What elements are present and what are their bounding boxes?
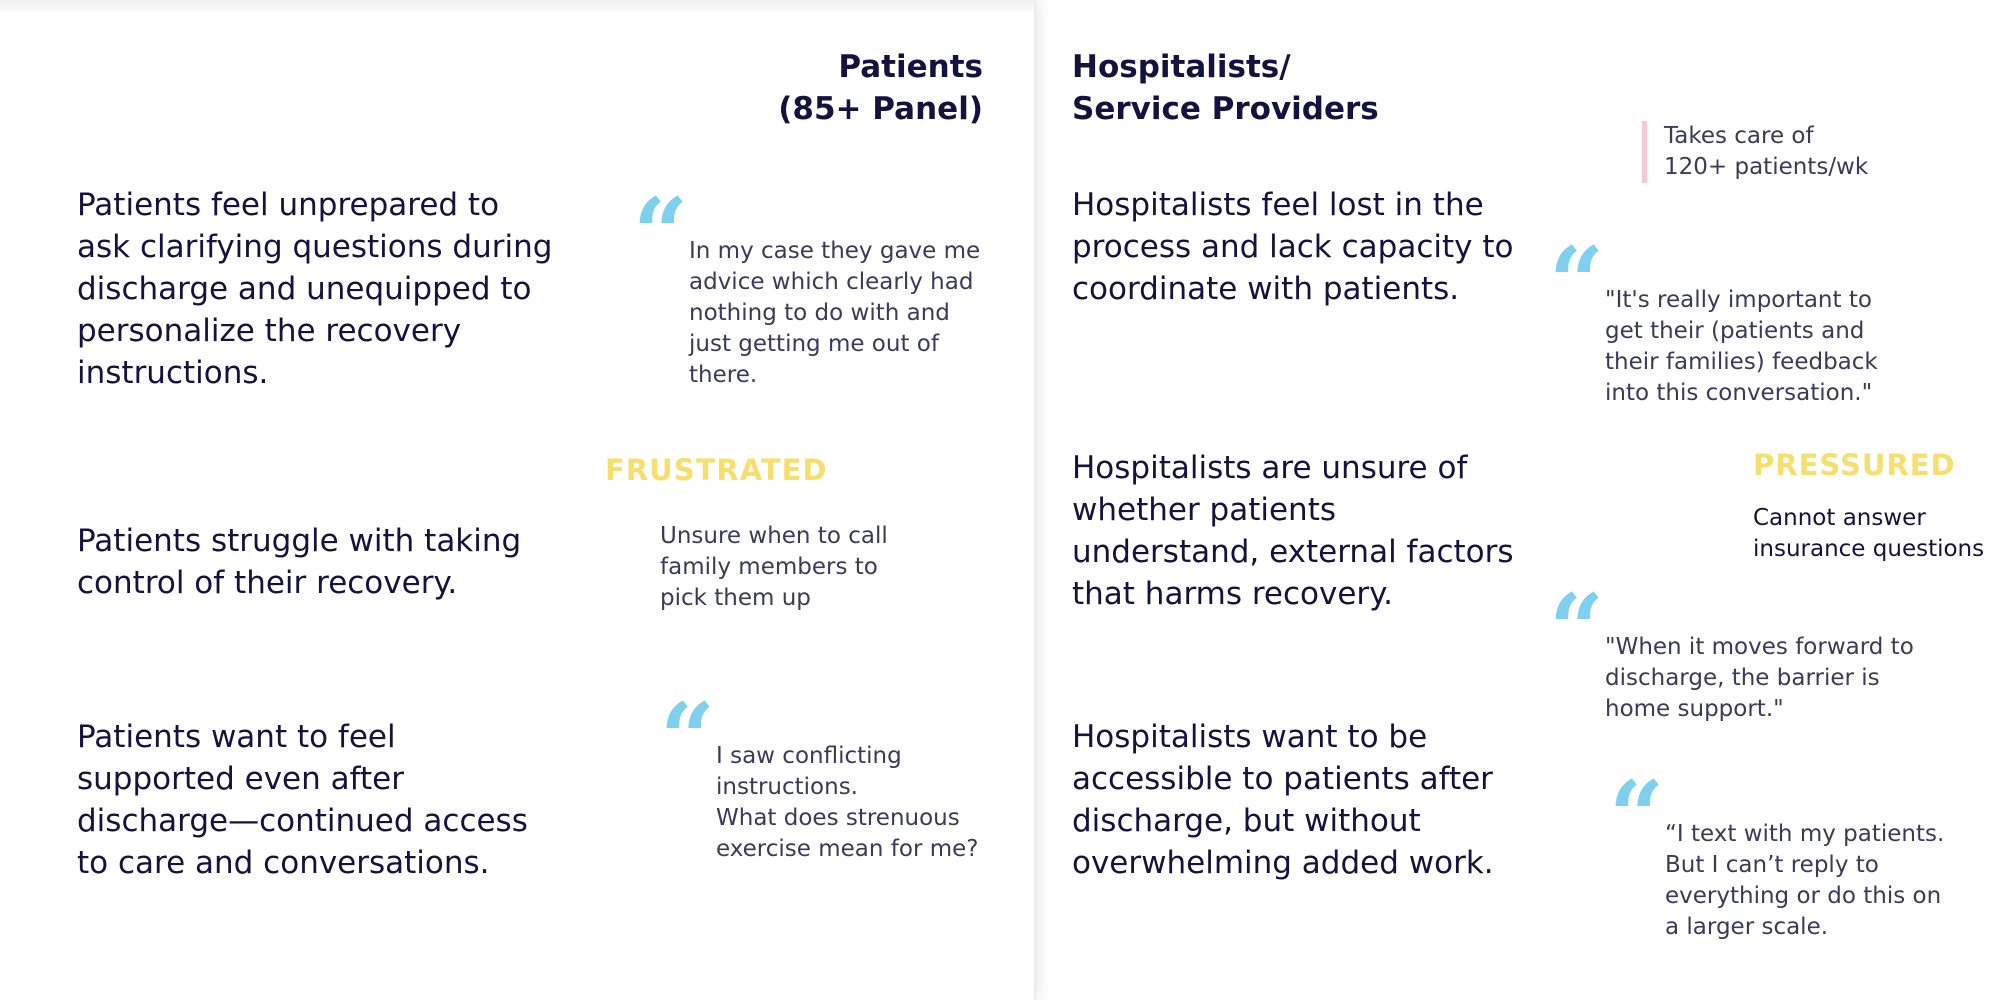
hospitalists-emotion-label: PRESSURED	[1753, 448, 1956, 482]
hospitalists-panel	[1036, 0, 2000, 1000]
hospitalists-header-line1: Hospitalists/	[1072, 49, 1291, 85]
patient-quote-1: In my case they gave me advice which clearly had nothing to do with and just getting me out of there.	[689, 238, 981, 388]
patient-finding-3: Patients want to feel supported even after discharge—continued access to care and conversations.	[77, 719, 528, 881]
patients-header-line1: Patients	[838, 49, 983, 85]
open-quote-icon: “	[1609, 760, 1665, 873]
hospitalists-stat: Takes care of 120+ patients/wk	[1642, 121, 1882, 183]
hospitalist-finding-1: Hospitalists feel lost in the process and lack capacity to coordinate with patients.	[1072, 187, 1514, 307]
open-quote-icon: “	[1549, 226, 1605, 339]
patient-finding-1: Patients feel unprepared to ask clarifying questions during discharge and unequipped to personalize the recovery instructions.	[77, 187, 553, 391]
open-quote-icon: “	[633, 177, 689, 290]
patients-header	[683, 46, 983, 130]
patients-header-line2: (85+ Panel)	[778, 91, 983, 127]
hospitalist-quote-1: "It's really important to get their (patients and their families) feedback into this conversation."	[1605, 287, 1878, 406]
hospitalists-header	[1072, 46, 1472, 130]
hospitalists-emotion-note: Cannot answer insurance questions	[1753, 505, 1985, 562]
hospitalist-finding-3: Hospitalists want to be accessible to patients after discharge, but without overwhelming added work.	[1072, 719, 1494, 881]
patients-emotion-label: FRUSTRATED	[605, 453, 828, 487]
hospitalist-quote-3: “I text with my patients. But I can’t reply to everything or do this on a larger scale.	[1665, 821, 1945, 940]
patients-emotion-note: Unsure when to call family members to pick them up	[660, 523, 888, 611]
patient-quote-2: I saw conflicting instructions. What does strenuous exercise mean for me?	[716, 743, 979, 862]
open-quote-icon: “	[1549, 573, 1605, 686]
hospitalists-header-line2: Service Providers	[1072, 91, 1379, 127]
patient-finding-2: Patients struggle with taking control of their recovery.	[77, 523, 522, 601]
top-shade	[0, 0, 1034, 14]
open-quote-icon: “	[660, 682, 716, 795]
hospitalist-finding-2: Hospitalists are unsure of whether patients understand, external factors that harms recovery.	[1072, 450, 1514, 612]
hospitalist-quote-2: "When it moves forward to discharge, the barrier is home support."	[1605, 634, 1914, 722]
panel-divider	[1034, 0, 1036, 1000]
